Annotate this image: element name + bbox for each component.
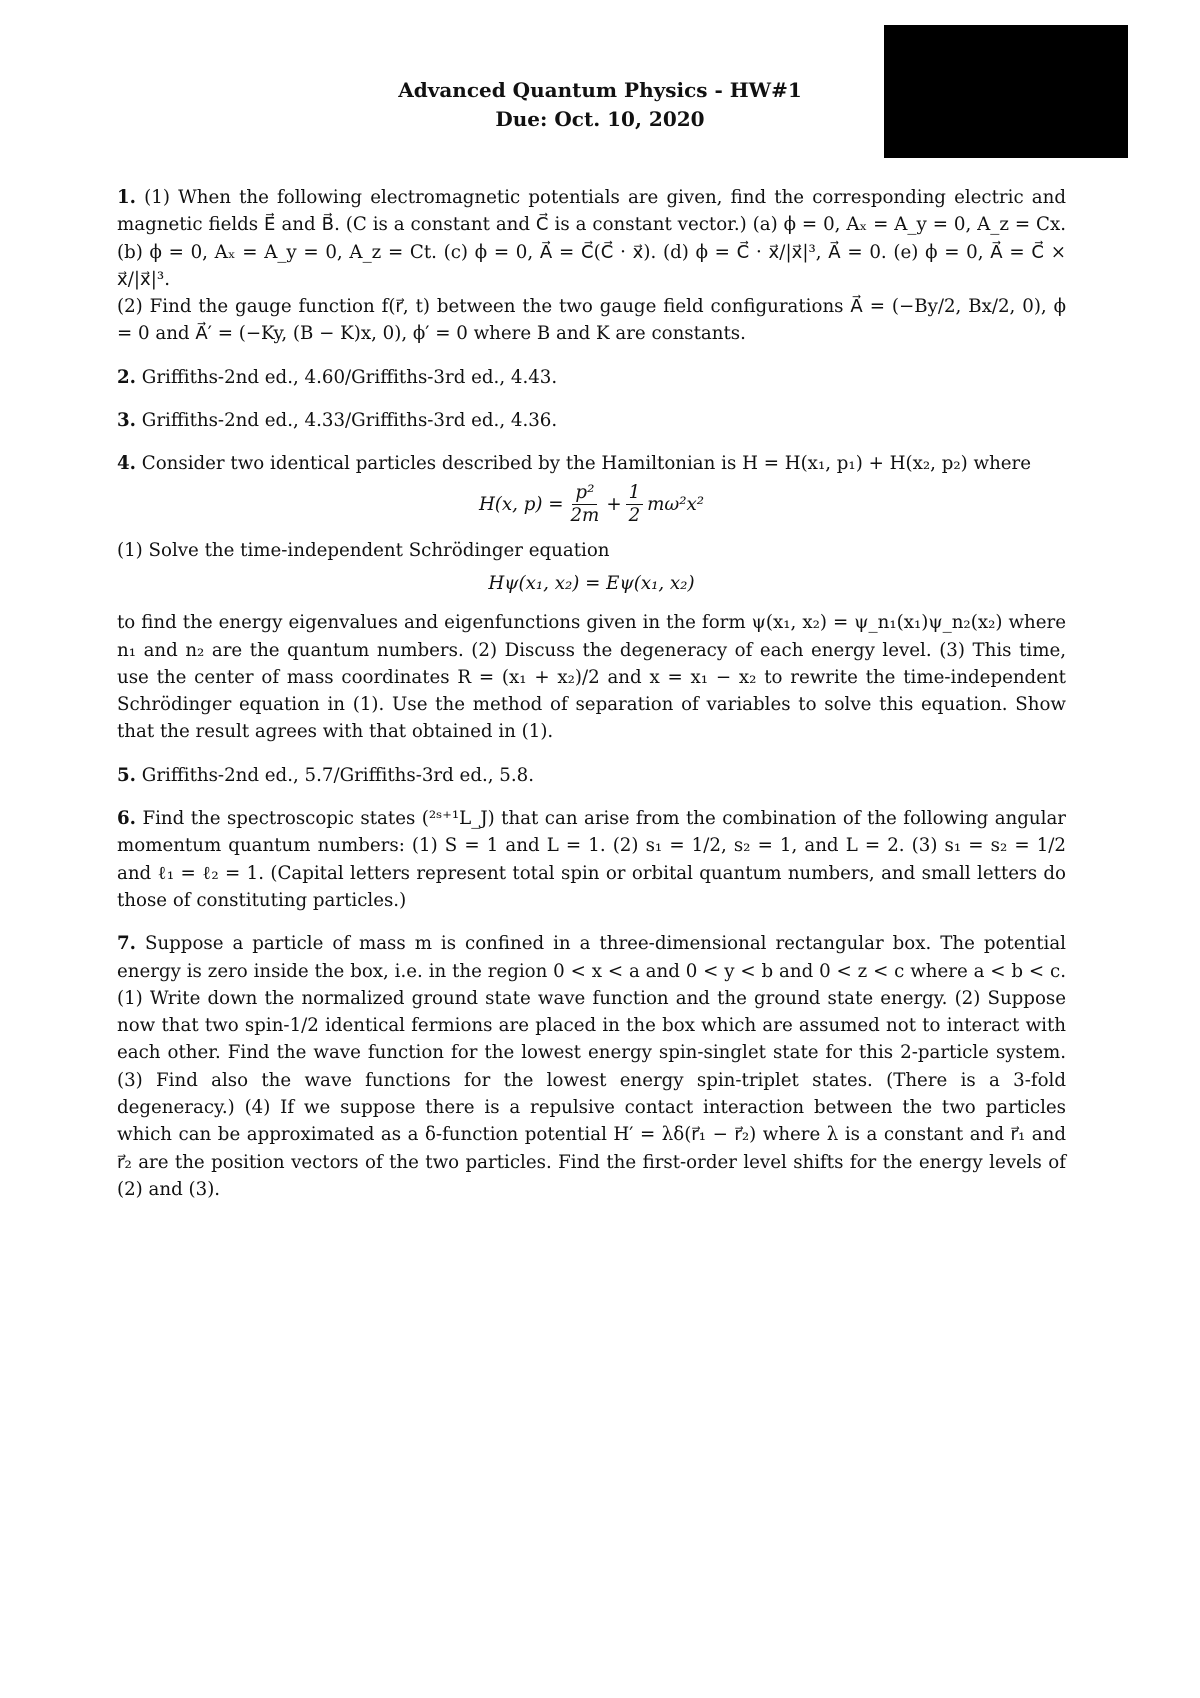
problem-number: 1. bbox=[117, 187, 136, 208]
problem-1-part-2 bbox=[117, 293, 1066, 348]
problem-number: 4. bbox=[117, 453, 136, 475]
due-date: Due: Oct. 10, 2020 bbox=[495, 107, 705, 131]
problem-5 bbox=[117, 762, 1066, 789]
problem-7 bbox=[117, 930, 1066, 1203]
hamiltonian-equation bbox=[117, 482, 1066, 527]
document-title: Advanced Quantum Physics - HW#1 bbox=[398, 78, 802, 102]
problem-6 bbox=[117, 805, 1066, 914]
document-header bbox=[0, 76, 1200, 134]
fraction-numerator: p² bbox=[572, 482, 597, 505]
schrodinger-equation: Hψ(x₁, x₂) = Eψ(x₁, x₂) bbox=[488, 572, 695, 594]
problem-1-part-1 bbox=[117, 184, 1066, 293]
problem-text: (1) When the following electromagnetic potentials are given, find the corresponding electric and magnetic fields E⃗ and B⃗. (C is a constant and C⃗ is a constant vector.) (a) ϕ = 0, Aₓ = A_y = 0, A_z = Cx. (b) ϕ = 0, Aₓ = A_y = 0, A_z = Ct. (c) ϕ = 0, A⃗ = C⃗(C⃗ · x⃗). (d) ϕ = C⃗ · x⃗/|x⃗|³, A⃗ = 0. (e) ϕ = 0, A⃗ = C⃗ × x⃗/|x⃗|³. bbox=[117, 187, 1066, 290]
problem-number: 5. bbox=[117, 764, 136, 786]
problem-list bbox=[117, 184, 1066, 1219]
problem-2 bbox=[117, 364, 1066, 391]
fraction-denominator: 2 bbox=[628, 504, 641, 526]
problem-text: Griffiths-2nd ed., 4.33/Griffiths-3rd ed., 4.36. bbox=[141, 410, 558, 432]
problem-text: (2) Find the gauge function f(r⃗, t) between the two gauge field configurations A⃗ = (−By/2, Bx/2, 0), ϕ = 0 and A⃗′ = (−Ky, (B − K)x, 0), ϕ′ = 0 where B and K are constants. bbox=[117, 296, 1066, 345]
problem-text: Griffiths-2nd ed., 5.7/Griffiths-3rd ed., 5.8. bbox=[141, 764, 535, 786]
problem-text: Consider two identical particles described by the Hamiltonian is H = H(x₁, p₁) + H(x₂, p₂) where bbox=[141, 453, 1032, 475]
problem-number: 2. bbox=[117, 366, 136, 388]
fraction-half bbox=[626, 482, 644, 527]
fraction-kinetic bbox=[567, 482, 602, 527]
equation-tail: mω²x² bbox=[647, 493, 705, 515]
problem-4 bbox=[117, 450, 1066, 745]
fraction-numerator: 1 bbox=[626, 482, 644, 505]
problem-4-intro bbox=[117, 450, 1066, 477]
problem-4-part-1: (1) Solve the time-independent Schrödinger equation bbox=[117, 539, 610, 561]
problem-number: 3. bbox=[117, 410, 136, 432]
problem-text: Suppose a particle of mass m is confined in a three-dimensional rectangular box. The potential energy is zero inside the box, i.e. in the region 0 < x < a and 0 < y < b and 0 < z < c where a < b < c. (1) Write down the normalized ground state wave function and the ground state energy. (2) Suppose now that two spin-1/2 identical fermions are placed in the box which are assumed not to interact with each other. Find the wave function for the lowest energy spin-singlet state for this 2-particle system. (3) Find also the wave functions for the lowest energy spin-triplet states. (There is a 3-fold degeneracy.) (4) If we suppose there is a repulsive contact interaction between the two particles which can be approximated as a δ-function potential H′ = λδ(r⃗₁ − r⃗₂) where λ is a constant and r⃗₁ and r⃗₂ are the position vectors of the two particles. Find the first-order level shifts for the energy levels of (2) and (3). bbox=[117, 933, 1066, 1200]
equation-lhs: H(x, p) = bbox=[478, 493, 564, 515]
problem-text: Griffiths-2nd ed., 4.60/Griffiths-3rd ed., 4.43. bbox=[141, 366, 558, 388]
plus-sign: + bbox=[606, 493, 622, 515]
problem-4-rest: to find the energy eigenvalues and eigenfunctions given in the form ψ(x₁, x₂) = ψ_n₁(x₁)ψ_n₂(x₂) where n₁ and n₂ are the quantum numbers. (2) Discuss the degeneracy of each energy level. (3) This time, use the center of mass coordinates R = (x₁ + x₂)/2 and x = x₁ − x₂ to rewrite the time-independent Schrödinger equation in (1). Use the method of separation of variables to solve this equation. Show that the result agrees with that obtained in (1). bbox=[117, 612, 1066, 743]
problem-3 bbox=[117, 407, 1066, 434]
fraction-denominator: 2m bbox=[570, 504, 600, 526]
problem-number: 7. bbox=[117, 933, 136, 955]
problem-text: Find the spectroscopic states (²ˢ⁺¹L_J) that can arise from the combination of the following angular momentum quantum numbers: (1) S = 1 and L = 1. (2) s₁ = 1/2, s₂ = 1, and L = 2. (3) s₁ = s₂ = 1/2 and ℓ₁ = ℓ₂ = 1. (Capital letters represent total spin or orbital quantum numbers, and small letters do those of constituting particles.) bbox=[117, 808, 1066, 911]
problem-number: 6. bbox=[117, 808, 136, 830]
